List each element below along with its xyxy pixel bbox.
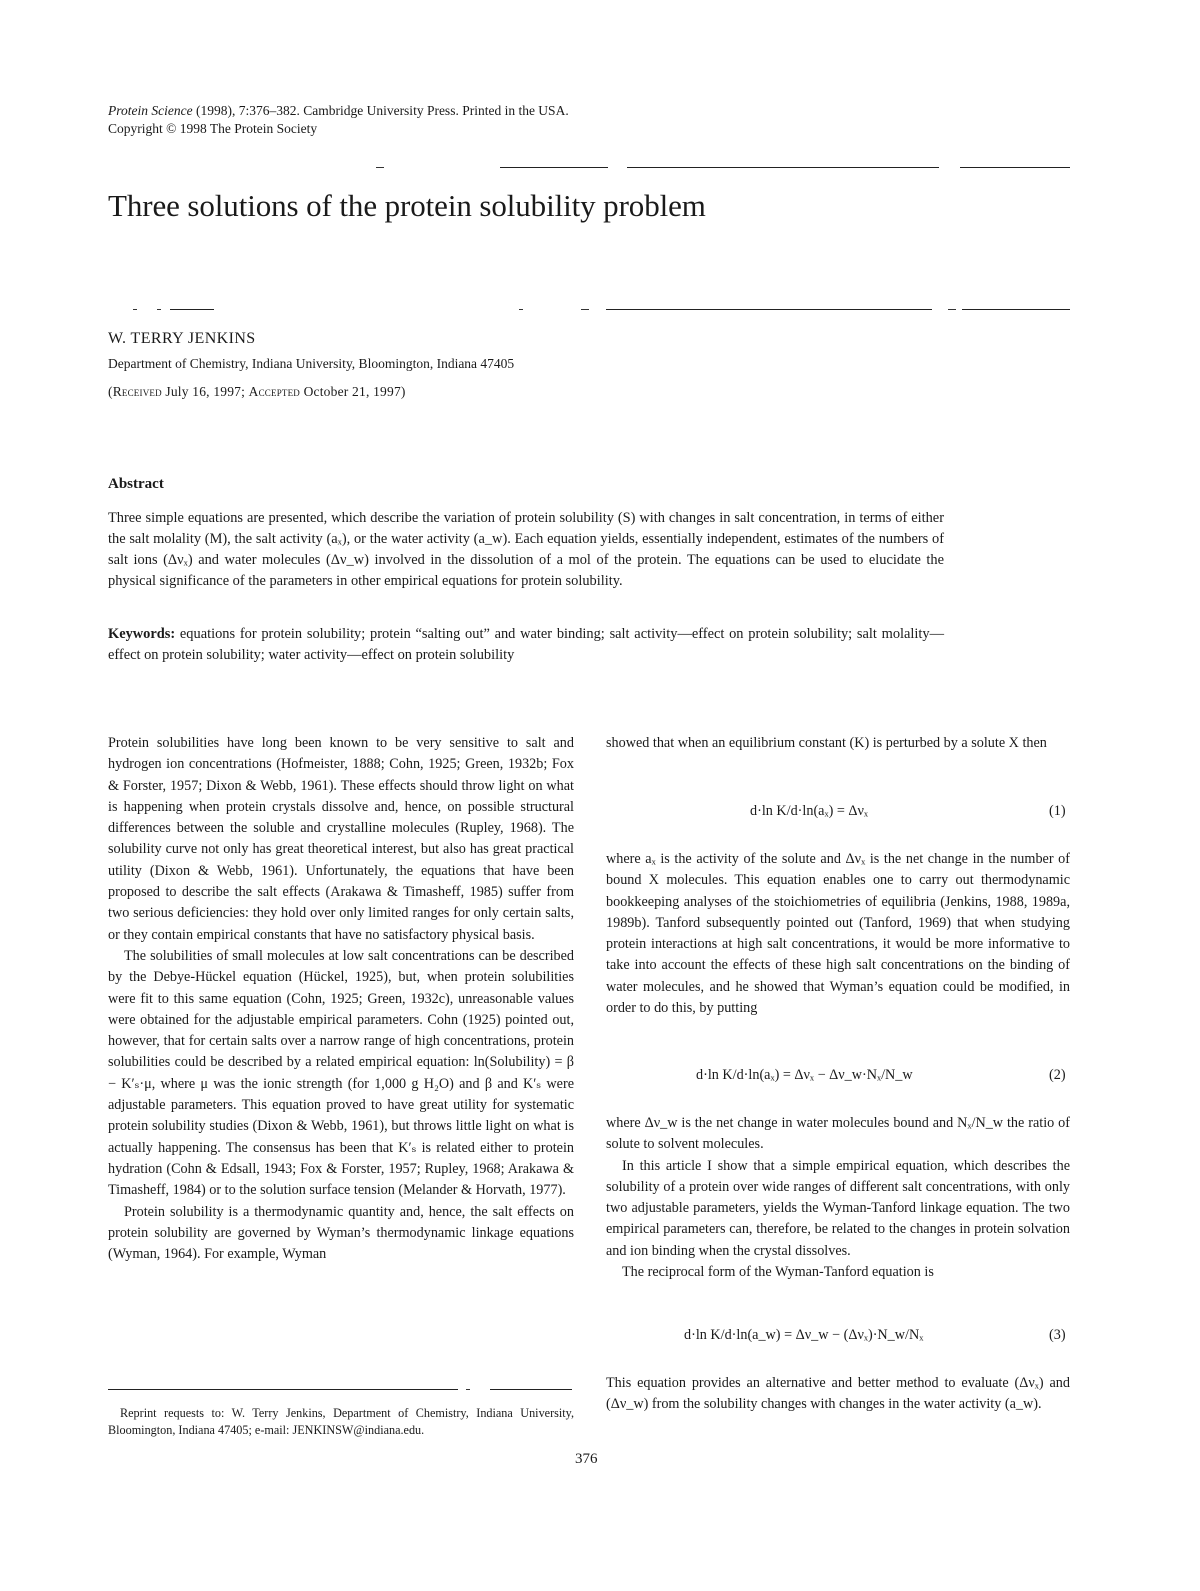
- abstract-heading: Abstract: [108, 476, 164, 492]
- accepted-label: Accepted: [248, 384, 301, 399]
- keywords-label: Keywords:: [108, 626, 176, 642]
- decorative-rule: [133, 309, 137, 310]
- equation-3-number: (3): [1049, 1327, 1066, 1343]
- body-paragraph: In this article I show that a simple empirical equation, which describes the solubility of a protein over wide ranges of different salt concentrations, with only two adjustable parameters, yields the Wyman-Tanford linkage equation. The two empirical parameters can, therefore, be related to the changes in protein solvation and ion binding when the crystal dissolves.: [606, 1157, 1070, 1259]
- equation-2-number: (2): [1049, 1067, 1066, 1083]
- decorative-rule: [170, 309, 214, 310]
- footnote-rule: [490, 1389, 572, 1390]
- decorative-rule: [962, 309, 1070, 310]
- paper-title: Three solutions of the protein solubility problem: [108, 188, 706, 223]
- equation-2: d·ln K/d·ln(aₓ) = Δνₓ − Δν_w·Nₓ/N_w: [696, 1067, 913, 1083]
- equation-1: d·ln K/d·ln(aₓ) = Δνₓ: [750, 803, 869, 819]
- accepted-date: October 21, 1997): [300, 384, 406, 399]
- equation-1-number: (1): [1049, 803, 1066, 819]
- received-date: July 16, 1997;: [161, 384, 249, 399]
- body-paragraph: The reciprocal form of the Wyman-Tanford equation is: [622, 1264, 934, 1281]
- abstract-text: Three simple equations are presented, which describe the variation of protein solubility (S) with changes in salt concentration, in terms of either the salt molality (M), the salt activity (aₓ), or the water activity (a_w). Each equation yields, essentially independent, estimates of the numbers of salt ions (Δνₓ) and water molecules (Δν_w) involved in the dissolution of a mol of the protein. The equations can be used to elucidate the physical significance of the parameters in other empirical equations for protein solubility.: [108, 510, 944, 589]
- left-column: [108, 733, 574, 1265]
- decorative-rule: [376, 167, 384, 168]
- body-paragraph: showed that when an equilibrium constant (K) is perturbed by a solute X then: [606, 735, 1047, 751]
- received-dates: (Received July 16, 1997; Accepted October 21, 1997): [108, 384, 406, 399]
- right-column-part-2: [606, 849, 1070, 1019]
- footnote-rule: [466, 1389, 470, 1390]
- body-paragraph: Protein solubility is a thermodynamic quantity and, hence, the salt effects on protein solubility are governed by Wyman’s thermodynamic linkage equations (Wyman, 1964). For example, Wyman: [108, 1203, 574, 1263]
- body-paragraph: where Δν_w is the net change in water molecules bound and Nₓ/N_w the ratio of solute to solvent molecules.: [606, 1115, 1070, 1153]
- right-column-part-3: [606, 1113, 1070, 1283]
- decorative-rule: [606, 309, 932, 310]
- body-paragraph: The solubilities of small molecules at low salt concentrations can be described by the Debye-Hückel equation (Hückel, 1925), but, when protein solubilities were fit to this same equation (Cohn, 1925; Green, 1932c), unreasonable values were obtained for the adjustable empirical parameters. Cohn (1925) pointed out, however, that for certain salts over a narrow range of high concentrations, protein solubilities could be described by a related empirical equation: ln(Solubility) = β − K′ₛ·μ, where μ was the ionic strength (for 1,000 g H₂O) and β and K′ₛ were adjustable parameters. This equation proved to have great utility for systematic protein solubility studies (Dixon & Webb, 1961), but throws little light on what is actually happening. The consensus has been that K′ₛ is related either to protein hydration (Cohn & Edsall, 1943; Fox & Forster, 1957; Rupley, 1968; Arakawa & Timasheff, 1984) or to the solution surface tension (Melander & Horvath, 1977).: [108, 947, 574, 1199]
- body-paragraph: Protein solubilities have long been known to be very sensitive to salt and hydrogen ion concentrations (Hofmeister, 1888; Cohn, 1925; Green, 1932b; Fox & Forster, 1957; Dixon & Webb, 1961). These effects should throw light on what is happening when protein crystals dissolve and, hence, on possible structural differences between the soluble and crystalline molecules (Rupley, 1968). The solubility curve not only has great theoretical interest, but also has great practical utility (Dixon & Webb, 1961). Unfortunately, the equations that have been proposed to describe the salt effects (Arakawa & Timasheff, 1985) suffer from two serious deficiencies: they hold over only limited ranges for only certain salts, or they contain empirical constants that have no satisfactory physical basis.: [108, 735, 574, 943]
- reprint-footnote: Reprint requests to: W. Terry Jenkins, Department of Chemistry, Indiana University, Bloomington, Indiana 47405; e-mail: JENKINSW@indiana.edu.: [108, 1406, 574, 1437]
- journal-citation: [108, 102, 569, 120]
- journal-name: Protein Science: [108, 103, 193, 118]
- footnote-rule: [108, 1389, 458, 1390]
- received-label: Received: [112, 384, 162, 399]
- decorative-rule: [948, 309, 956, 310]
- author-name: W. TERRY JENKINS: [108, 330, 256, 347]
- decorative-rule: [157, 309, 161, 310]
- author-affiliation: Department of Chemistry, Indiana University, Bloomington, Indiana 47405: [108, 356, 515, 371]
- right-column-part-4: [606, 1373, 1070, 1416]
- decorative-rule: [627, 167, 939, 168]
- keywords-text: equations for protein solubility; protein “salting out” and water binding; salt activity—effect on protein solubility; salt molality—effect on protein solubility; water activity—effect on protein solubility: [108, 626, 944, 663]
- copyright-line: Copyright © 1998 The Protein Society: [108, 121, 318, 136]
- decorative-rule: [960, 167, 1070, 168]
- right-column: [606, 733, 1070, 754]
- decorative-rule: [581, 309, 589, 310]
- journal-header: [108, 102, 569, 138]
- page-number: 376: [575, 1451, 598, 1467]
- citation-details: (1998), 7:376–382. Cambridge University Press. Printed in the USA.: [192, 103, 569, 118]
- decorative-rule: [519, 309, 523, 310]
- body-paragraph: where aₓ is the activity of the solute and Δνₓ is the net change in the number of bound X molecules. This equation enables one to carry out thermodynamic bookkeeping analyses of the stoichiometries of equilibria (Jenkins, 1988, 1989a, 1989b). Tanford subsequently pointed out (Tanford, 1969) that when studying protein interactions at high salt concentrations, it would be more informative to take into account the effects of these high salt concentrations on the binding of water molecules, and he showed that Wyman’s equation could be modified, in order to do this, by putting: [606, 851, 1070, 1017]
- keywords-block: [108, 624, 944, 666]
- equation-3: d·ln K/d·ln(a_w) = Δν_w − (Δνₓ)·N_w/Nₓ: [684, 1327, 924, 1343]
- decorative-rule: [500, 167, 608, 168]
- body-paragraph: This equation provides an alternative and better method to evaluate (Δνₓ) and (Δν_w) from the solubility changes with changes in the water activity (a_w).: [606, 1375, 1070, 1413]
